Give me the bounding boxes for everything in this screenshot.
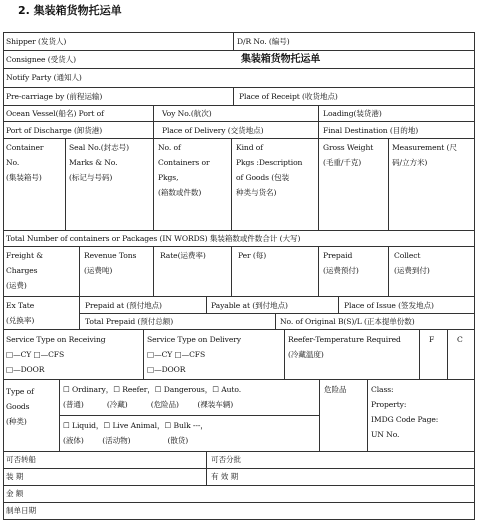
row-divider <box>3 246 475 247</box>
col-divider <box>338 296 339 313</box>
col-divider <box>275 313 276 329</box>
col-divider <box>318 246 319 296</box>
dangerous-goods-info: Class: Property: IMDG Code Page: UN No. <box>371 385 439 439</box>
kind-of-pkgs-header: Kind of Pkgs :Description of Goods (包装 种类与货名) <box>236 143 303 197</box>
total-prepaid-label: Total Prepaid (预付总额) <box>85 317 174 326</box>
shipper-label: Shipper (发货人) <box>6 37 67 46</box>
total-packages-in-words: Total Number of containers or Packages (IN WORDS) 集装箱数或件数合计 (大写) <box>6 234 301 243</box>
col-divider <box>318 105 319 138</box>
row-divider <box>3 87 475 88</box>
freight-charges-label: Freight & Charges (运费) <box>6 251 43 290</box>
col-divider <box>206 296 207 313</box>
num-containers-header: No. of Containers or Pkgs, (箱数或件数) <box>158 143 210 197</box>
ocean-vessel-label: Ocean Vessel(船名) Port of <box>6 109 104 118</box>
fahrenheit-label: F <box>429 335 435 344</box>
dr-no-label: D/R No. (编号) <box>237 37 290 46</box>
dangerous-goods-label: 危险品 <box>324 385 347 394</box>
goods-type-options-1: ☐ Ordinary，☐ Reefer，☐ Dangerous，☐ Auto. (普通) (冷藏) (危险品) (裸装车辆) <box>63 385 242 409</box>
loading-period-label: 装 期 <box>6 472 24 481</box>
row-divider <box>3 68 475 69</box>
reefer-temperature-label: Reefer-Temperature Required (冷藏温度) <box>288 335 401 359</box>
shipping-order-form <box>3 32 475 520</box>
service-type-delivery: Service Type on Delivery □—CY □—CFS □—DOOR <box>147 335 241 374</box>
col-divider <box>153 138 154 230</box>
place-of-receipt-label: Place of Receipt (收货地点) <box>239 92 338 101</box>
prepaid-label: Prepaid (运费预付) <box>323 251 359 275</box>
final-destination-label: Final Destination (目的地) <box>323 126 419 135</box>
col-divider <box>79 296 80 329</box>
consignee-label: Consignee (受货人) <box>6 55 76 64</box>
row-divider <box>3 329 475 330</box>
prepaid-at-label: Prepaid at (预付地点) <box>85 301 162 310</box>
row-divider <box>3 485 475 486</box>
container-no-header: Container No. (集装箱号) <box>6 143 44 182</box>
loading-port-label: Loading(装货港) <box>323 109 382 118</box>
col-divider <box>318 138 319 230</box>
port-of-discharge-label: Port of Discharge (卸货港) <box>6 126 103 135</box>
celsius-label: C <box>457 335 463 344</box>
gross-weight-header: Gross Weight (毛重/千克) <box>323 143 374 167</box>
col-divider <box>59 379 60 451</box>
col-divider <box>153 246 154 296</box>
col-divider <box>231 138 232 230</box>
measurement-header: Measurement (尺 码/立方米) <box>392 143 457 167</box>
col-divider <box>319 379 320 451</box>
row-divider <box>3 296 475 297</box>
service-type-receiving: Service Type on Receiving □—CY □—CFS □—DOOR <box>6 335 106 374</box>
row-divider <box>3 138 475 139</box>
goods-type-options-2: ☐ Liquid，☐ Live Animal，☐ Bulk ---， (液体) (活动物) (散货) <box>63 421 208 445</box>
revenue-tons-label: Revenue Tons (运费吨) <box>84 251 137 275</box>
amount-label: 金 额 <box>6 489 24 498</box>
ex-tate-label: Ex Tate (兑换率) <box>6 301 35 325</box>
col-divider <box>153 105 154 138</box>
col-divider <box>447 329 448 379</box>
document-title: 2. 集装箱货物托运单 <box>18 4 122 17</box>
seal-no-header: Seal No.(封志号) Marks & No. (标记与号码) <box>69 143 129 182</box>
col-divider <box>367 379 368 451</box>
col-divider <box>419 329 420 379</box>
type-of-goods-label: Type of Goods (种类) <box>6 387 34 426</box>
row-divider <box>3 468 475 469</box>
payable-at-label: Payable at (到付地点) <box>211 301 288 310</box>
original-bl-label: No. of Original B(S)/L (正本提单份数) <box>280 317 415 326</box>
col-divider <box>231 246 232 296</box>
made-date-label: 制单日期 <box>6 506 36 515</box>
per-label: Per (每) <box>238 251 267 260</box>
row-divider <box>3 121 475 122</box>
place-of-delivery-label: Place of Delivery (交货地点) <box>162 126 264 135</box>
voy-no-label: Voy No.(航次) <box>162 109 212 118</box>
notify-party-label: Notify Party (通知人) <box>6 73 82 82</box>
col-divider <box>388 246 389 296</box>
col-divider <box>233 32 234 50</box>
rate-label: Rate(运费率) <box>160 251 206 260</box>
partial-shipment-label: 可否分批 <box>211 455 241 464</box>
validity-label: 有 效 期 <box>211 472 239 481</box>
col-divider <box>284 329 285 379</box>
col-divider <box>143 329 144 379</box>
row-divider <box>3 50 475 51</box>
place-of-issue-label: Place of Issue (签发地点) <box>344 301 434 310</box>
col-divider <box>79 246 80 296</box>
row-divider <box>3 379 475 380</box>
collect-label: Collect (运费到付) <box>394 251 430 275</box>
col-divider <box>233 87 234 105</box>
row-divider <box>59 415 319 416</box>
col-divider <box>388 138 389 230</box>
col-divider <box>206 451 207 485</box>
row-divider <box>3 502 475 503</box>
pre-carriage-label: Pre-carriage by (前程运输) <box>6 92 103 101</box>
transshipment-label: 可否转船 <box>6 455 36 464</box>
form-heading: 集装箱货物托运单 <box>241 54 321 65</box>
col-divider <box>65 138 66 230</box>
